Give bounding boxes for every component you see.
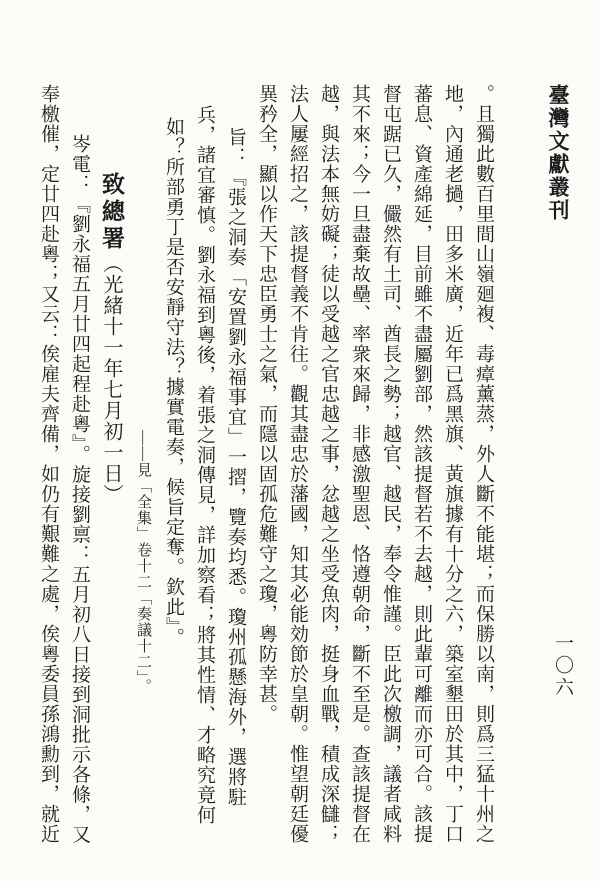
text-column-4: 督屯踞已久，儼然有土司、酋長之勢；越官、越民，奉令惟謹。臣此次檄調，議者咸料 xyxy=(380,84,401,844)
section-heading-title: 致總署 xyxy=(99,172,124,253)
running-head: 臺灣文獻叢刊 xyxy=(546,84,570,222)
text-column-3: 蕃息、資產綿延，目前雖不盡屬劉部，然該提督若不去越，則此輩可離而亦可合。該提 xyxy=(411,84,432,844)
text-column-1: 。且獨此數百里間山嶺廻複、毒瘴薰蒸，外人斷不能堪；而保勝以南，則爲三猛十州之 xyxy=(473,84,494,844)
text-column-13: 奉檄催，定廿四赴粵；又云：俟雇夫齊備，如仍有艱難之處，俟粵委員孫鴻勳到，就近 xyxy=(38,84,59,844)
source-reference: ——見「全集」卷十二「奏議十二」。 xyxy=(135,430,151,695)
text-column-9-edict: 旨：『張之洞奏「安置劉永福事宜」一摺，覽奏均悉。瓊州孤懸海外，選將駐 xyxy=(225,127,246,807)
section-heading xyxy=(95,84,127,881)
text-block xyxy=(33,84,499,854)
text-column-8: 異矜全，顯以作天下忠臣勇士之氣，而隱以固孤危難守之瓊，粵防幸甚。 xyxy=(256,84,277,724)
text-column-5: 其不來；今一旦盡棄故壘、率衆來歸，非感激聖恩、恪遵朝命，斷不至是。查該提督在 xyxy=(349,84,370,844)
page-number: 一〇六 xyxy=(552,633,573,699)
section-heading-date: （光緒十一年七月初一日） xyxy=(100,253,122,505)
text-column-7: 法人屢經招之，該提督義不肯往。觀其盡忠於藩國，知其必能効節於皇朝。惟望朝廷優 xyxy=(287,84,308,844)
text-column-10-edict: 兵，諸宜審慎。劉永福到粵後，着張之洞傳見，詳加察看；將其性情、才略究竟何 xyxy=(194,105,215,825)
text-column-6: 越，與法本無妨礙；徒以受越之官忠越之事，忿越之坐受魚肉，挺身血戰，積成深讎； xyxy=(318,84,339,844)
text-column-11-edict: 如？所部勇丁是否安靜守法？據實電奏，候旨定奪。欽此』。 xyxy=(163,117,184,648)
text-column-2: 地，內通老撾，田多米廣，近年已爲黑旗、黃旗據有十分之六，築室墾田於其中，丁口 xyxy=(442,84,463,844)
text-column-12: 岑電：『劉永福五月廿四起程赴粵』。旋接劉禀：五月初八日接到洞批示各條，又 xyxy=(69,134,90,845)
